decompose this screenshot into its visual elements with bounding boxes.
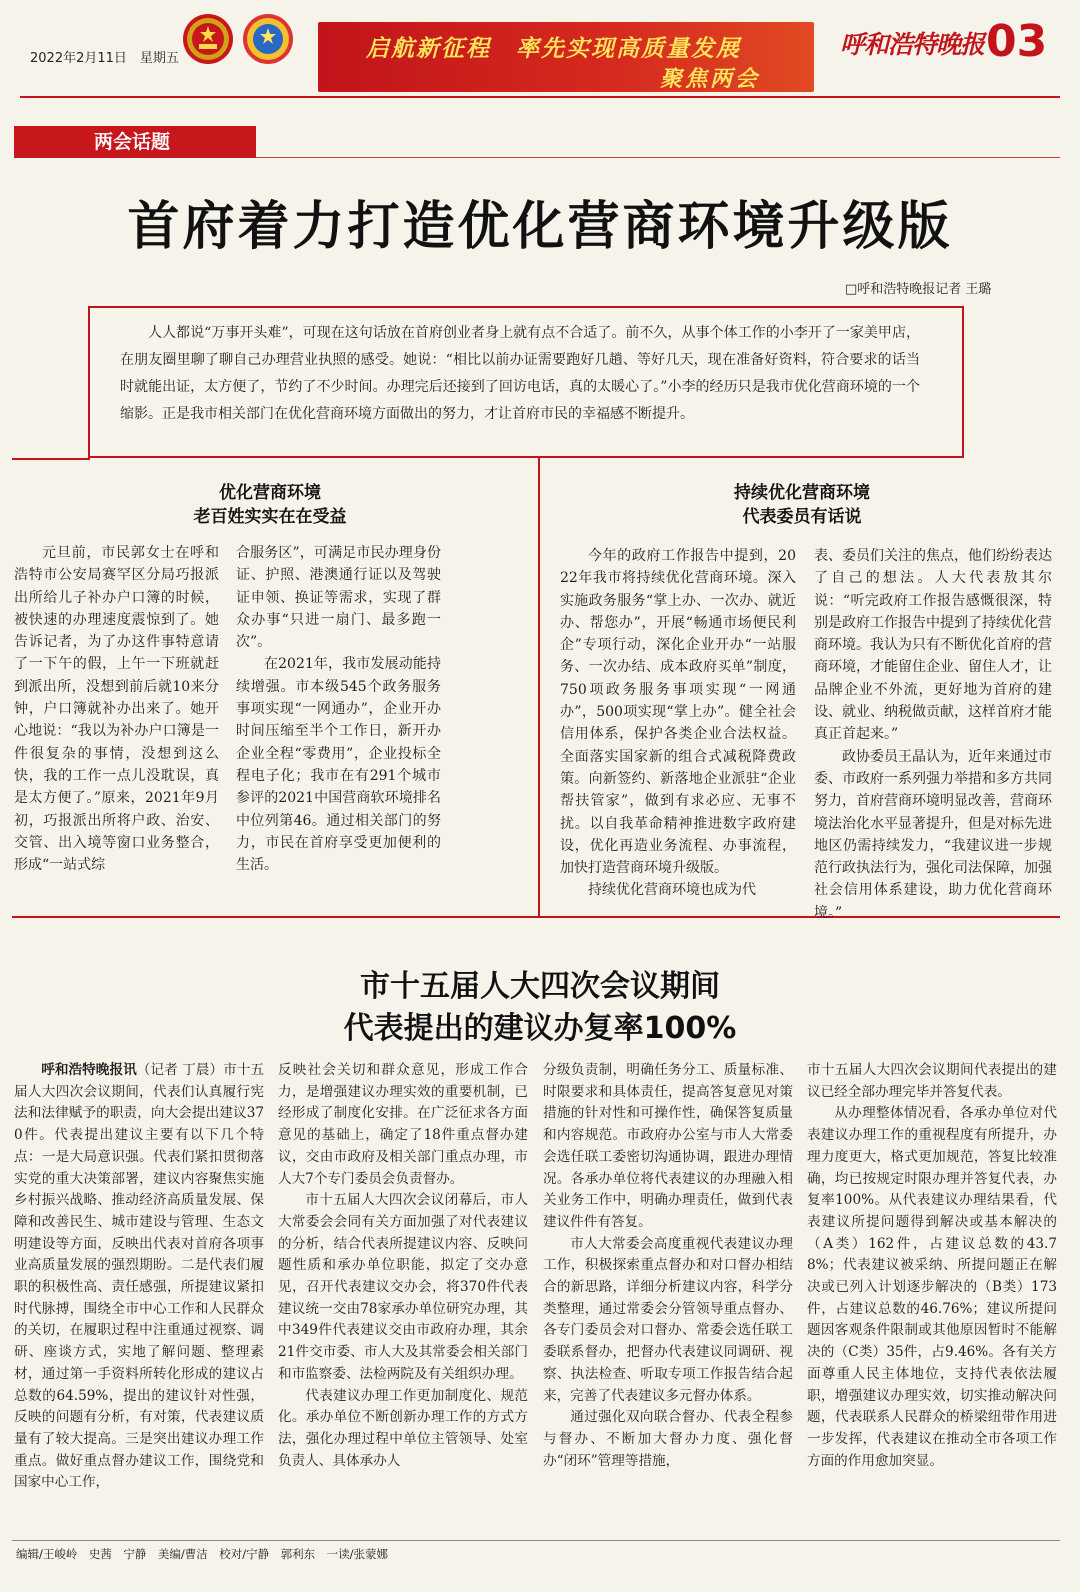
red-frame-divider [538,458,540,918]
national-emblem-icon [183,14,233,64]
article2-column-1 [14,1060,264,1494]
article1-byline: □呼和浩特晚报记者 王璐 [845,282,992,297]
national-emblem-graphic [185,16,231,62]
section-tag: 两会话题 [14,126,256,158]
footer-divider [12,1540,1060,1541]
newspaper-name: 呼和浩特晚报 [840,30,985,59]
paragraph [14,1060,264,1494]
left-subheading [20,481,520,529]
article2-column-2 [278,1060,528,1472]
paragraph: 表、委员们关注的焦点，他们纷纷表达了自己的想法。人大代表敖其尔说：“听完政府工作报告感慨很深，特别是政府工作报告中提到了持续优化营商环境。我认为只有不断优化首府的营商环境，才能留住企业、留住人才，让品牌企业不外流，更好地为首府的建设、就业、纳税做贡献，这样首府才能真正首起来。” [814,548,1052,743]
paragraph: 持续优化营商环境也成为代 [588,882,756,899]
article2-headline [0,966,1080,1050]
paragraph: 市十五届人大四次会议期间代表提出的建议已经全部办理完毕并答复代表。 [807,1062,1057,1100]
page-number: 03 [986,16,1048,67]
paragraph-body: 市十五届人大四次会议期间，代表们认真履行宪法和法律赋予的职责，向大会提出建议370件。代表提出建议主要有以下几个特点：一是大局意识强。代表们紧扣贯彻落实党的重大决策部署，建议内容聚焦实施乡村振兴战略、推动经济高质量发展、保障和改善民生、城市建设与管理、生态文明建设等方面，反映出代表对首府各项事业高质量发展的强烈期盼。二是代表们履职的积极性高、责任感强，所提建议紧扣时代脉搏，围绕全市中心工作和人民群众的关切，在履职过程中注重通过视察、调研、座谈方式，实地了解问题、整理素材，通过第一手资料所转化形成的建议占总数的64.59%，提出的建议针对性强，反映的问题有分析，有对策，代表建议质量有了较大提高。三是突出建议办理工作重点。做好重点督办建议工作，围绕党和国家中心工作， [14,1062,265,1491]
reporter-credit: （记者 丁晨） [136,1062,224,1078]
paragraph: 合服务区”，可满足市民办理身份证、护照、港澳通行证以及驾驶证申领、换证等需求，实现了群众办事“只进一扇门、最多跑一次”。 [236,545,441,651]
paragraph: 代表建议办理工作更加制度化、规范化。承办单位不断创新办理工作的方式方法，强化办理过程中单位主管领导、处室负责人、具体承办人 [278,1387,528,1469]
article1-lead: 人人都说“万事开头难”，可现在这句话放在首府创业者身上就有点不合适了。前不久，从事个体工作的小李开了一家美甲店，在朋友圈里聊了聊自己办理营业执照的感受。她说：“相比以前办证需要跑好几趟、等好几天，现在准备好资料，符合要求的话当时就能出证，太方便了，节约了不少时间。办理完后还接到了回访电话，真的太暖心了。”小李的经历只是我市优化营商环境的一个缩影。正是我市相关部门在优化营商环境方面做出的努力，才让首府市民的幸福感不断提升。 [120,325,920,422]
cppcc-emblem-graphic [245,16,291,62]
article2-column-3 [543,1060,793,1472]
paragraph: 通过强化双向联合督办、代表全程参与督办、不断加大督办力度、强化督办“闭环”管理等措施， [543,1409,793,1469]
paragraph: 政协委员王晶认为，近年来通过市委、市政府一系列强力举措和多方共同努力，首府营商环境明显改善，营商环境法治化水平显著提升，但是对标先进地区仍需持续发力，“我建议进一步规范行政执法行为，强化司法保障，加强社会信用体系建设，助力优化营商环境。” [814,748,1052,921]
red-frame-top-left [12,458,90,460]
paragraph: 今年的政府工作报告中提到，2022年我市将持续优化营商环境。深入实施政务服务“掌上办、一次办、就近办、帮您办”，开展“畅通市场便民利企”专项行动，深化企业开办“一站服务、一次办结、成本政府买单”制度，750项政务服务事项实现“一网通办”，500项实现“掌上办”。健全社会信用体系，保护各类企业合法权益。全面落实国家新的组合式减税降费政策。向新签约、新落地企业派驻“企业帮扶管家”，做到有求必应、无事不扰。以自我革命精神推进数字政府建设，优化再造业务流程、办事流程，加快打造营商环境升级版。 [560,548,796,877]
paragraph: 反映社会关切和群众意见，形成工作合力，是增强建议办理实效的重要机制，已经形成了制度化安排。在广泛征求各方面意见的基础上，确定了18件重点督办建议，交由市政府及相关部门重点办理，市人大7个专门委员会负责督办。 [278,1062,528,1187]
red-frame-bottom-left [12,916,540,918]
dateline: 呼和浩特晚报讯 [41,1062,137,1078]
article2-headline-line2: 代表提出的建议办复率100% [343,1011,737,1046]
right-column-2 [814,545,1052,924]
article2-column-4 [807,1060,1057,1472]
section-tag-rule [256,157,1060,158]
left-subheading-line2: 老百姓实实在在受益 [193,507,347,527]
editor-credits: 编辑/王峻岭 史茜 宁静 美编/曹洁 校对/宁静 郭利东 一读/张蒙娜 [16,1547,388,1561]
article2-headline-line1: 市十五届人大四次会议期间 [360,969,720,1004]
header-divider [20,96,1060,98]
paragraph: 分级负责制，明确任务分工、质量标准、时限要求和具体责任，提高答复意见对策措施的针对性和可操作性，确保答复质量和内容规范。市政府办公室与市人大常委会选任联工委密切沟通协调，跟进办理情况。各承办单位将代表建议的办理融入相关业务工作中，明确办理责任，做到代表建议件件有答复。 [543,1062,793,1230]
cppcc-emblem-icon [243,14,293,64]
right-subheading [552,481,1052,529]
paragraph: 市人大常委会高度重视代表建议办理工作，积极探索重点督办和对口督办相结合的新思路，详细分析建议内容，科学分类整理，通过常委会分管领导重点督办、各专门委员会对口督办、常委会选任联工委联系督办，把督办代表建议同调研、视察、执法检查、听取专项工作报告结合起来，完善了代表建议多元督办体系。 [543,1235,793,1404]
paragraph: 元旦前，市民郭女士在呼和浩特市公安局赛罕区分局巧报派出所给儿子补办户口簿的时候，被快速的办理速度震惊到了。她告诉记者，为了办这件事特意请了一下午的假，上午一下班就赶到派出所，没想到前后就10来分钟，户口簿就补办出来了。她开心地说：“我以为补办户口簿是一件很复杂的事情，没想到这么快，我的工作一点儿没耽误，真是太方便了。”原来，2021年9月初，巧报派出所将户政、治安、交管、出入境等窗口业务整合，形成“一站式综 [14,545,219,874]
left-subheading-line1: 优化营商环境 [219,483,321,503]
paragraph: 市十五届人大四次会议闭幕后，市人大常委会会同有关方面加强了对代表建议的分析，结合代表所提建议内容、反映问题性质和承办单位职能，拟定了交办意见，召开代表建议交办会，将370件代表建议统一交由78家承办单位研究办理，其中349件代表建议交由市政府办理，其余21件交市委、市人大及其常委会相关部门和市监察委、法检两院及有关组织办理。 [278,1192,528,1382]
banner-slogan: 启航新征程 率先实现高质量发展 [366,36,741,62]
right-subheading-line1: 持续优化营商环境 [734,483,870,503]
paragraph: 从办理整体情况看，各承办单位对代表建议办理工作的重视程度有所提升，办理力度更大，格式更加规范，答复比较准确，均已按规定时限办理并答复代表，办复率100%。从代表建议办理结果看，代表建议所提问题得到解决或基本解决的（A类）162件，占建议总数的43.78%；代表建议被采纳、所提问题正在解决或已列入计划逐步解决的（B类）173件，占建议总数的46.76%；建议所提问题因客观条件限制或其他原因暂时不能解决的（C类）35件，占9.46%。各有关方面尊重人民主体地位，支持代表依法履职，增强建议办理实效，切实推动解决问题，代表联系人民群众的桥梁纽带作用进一步发挥，代表建议在推动全市各项工作方面的作用愈加突显。 [807,1105,1057,1469]
right-column-1 [560,545,796,902]
left-column-1 [14,542,219,876]
banner-column-title: 聚焦两会 [659,67,760,92]
article1-headline: 首府着力打造优化营商环境升级版 [127,197,953,257]
banner [318,22,814,92]
issue-date: 2022年2月11日 星期五 [30,51,179,66]
paragraph: 在2021年，我市发展动能持续增强。市本级545个政务服务事项实现“一网通办”，企业开办时间压缩至半个工作日，新开办企业全程“零费用”，企业投标全程电子化；我市在有291个城市参评的2021中国营商软环境排名中位列第46。通过相关部门的努力，市民在首府享受更加便利的生活。 [236,656,441,874]
right-subheading-line2: 代表委员有话说 [742,507,862,527]
left-column-2 [236,542,441,876]
